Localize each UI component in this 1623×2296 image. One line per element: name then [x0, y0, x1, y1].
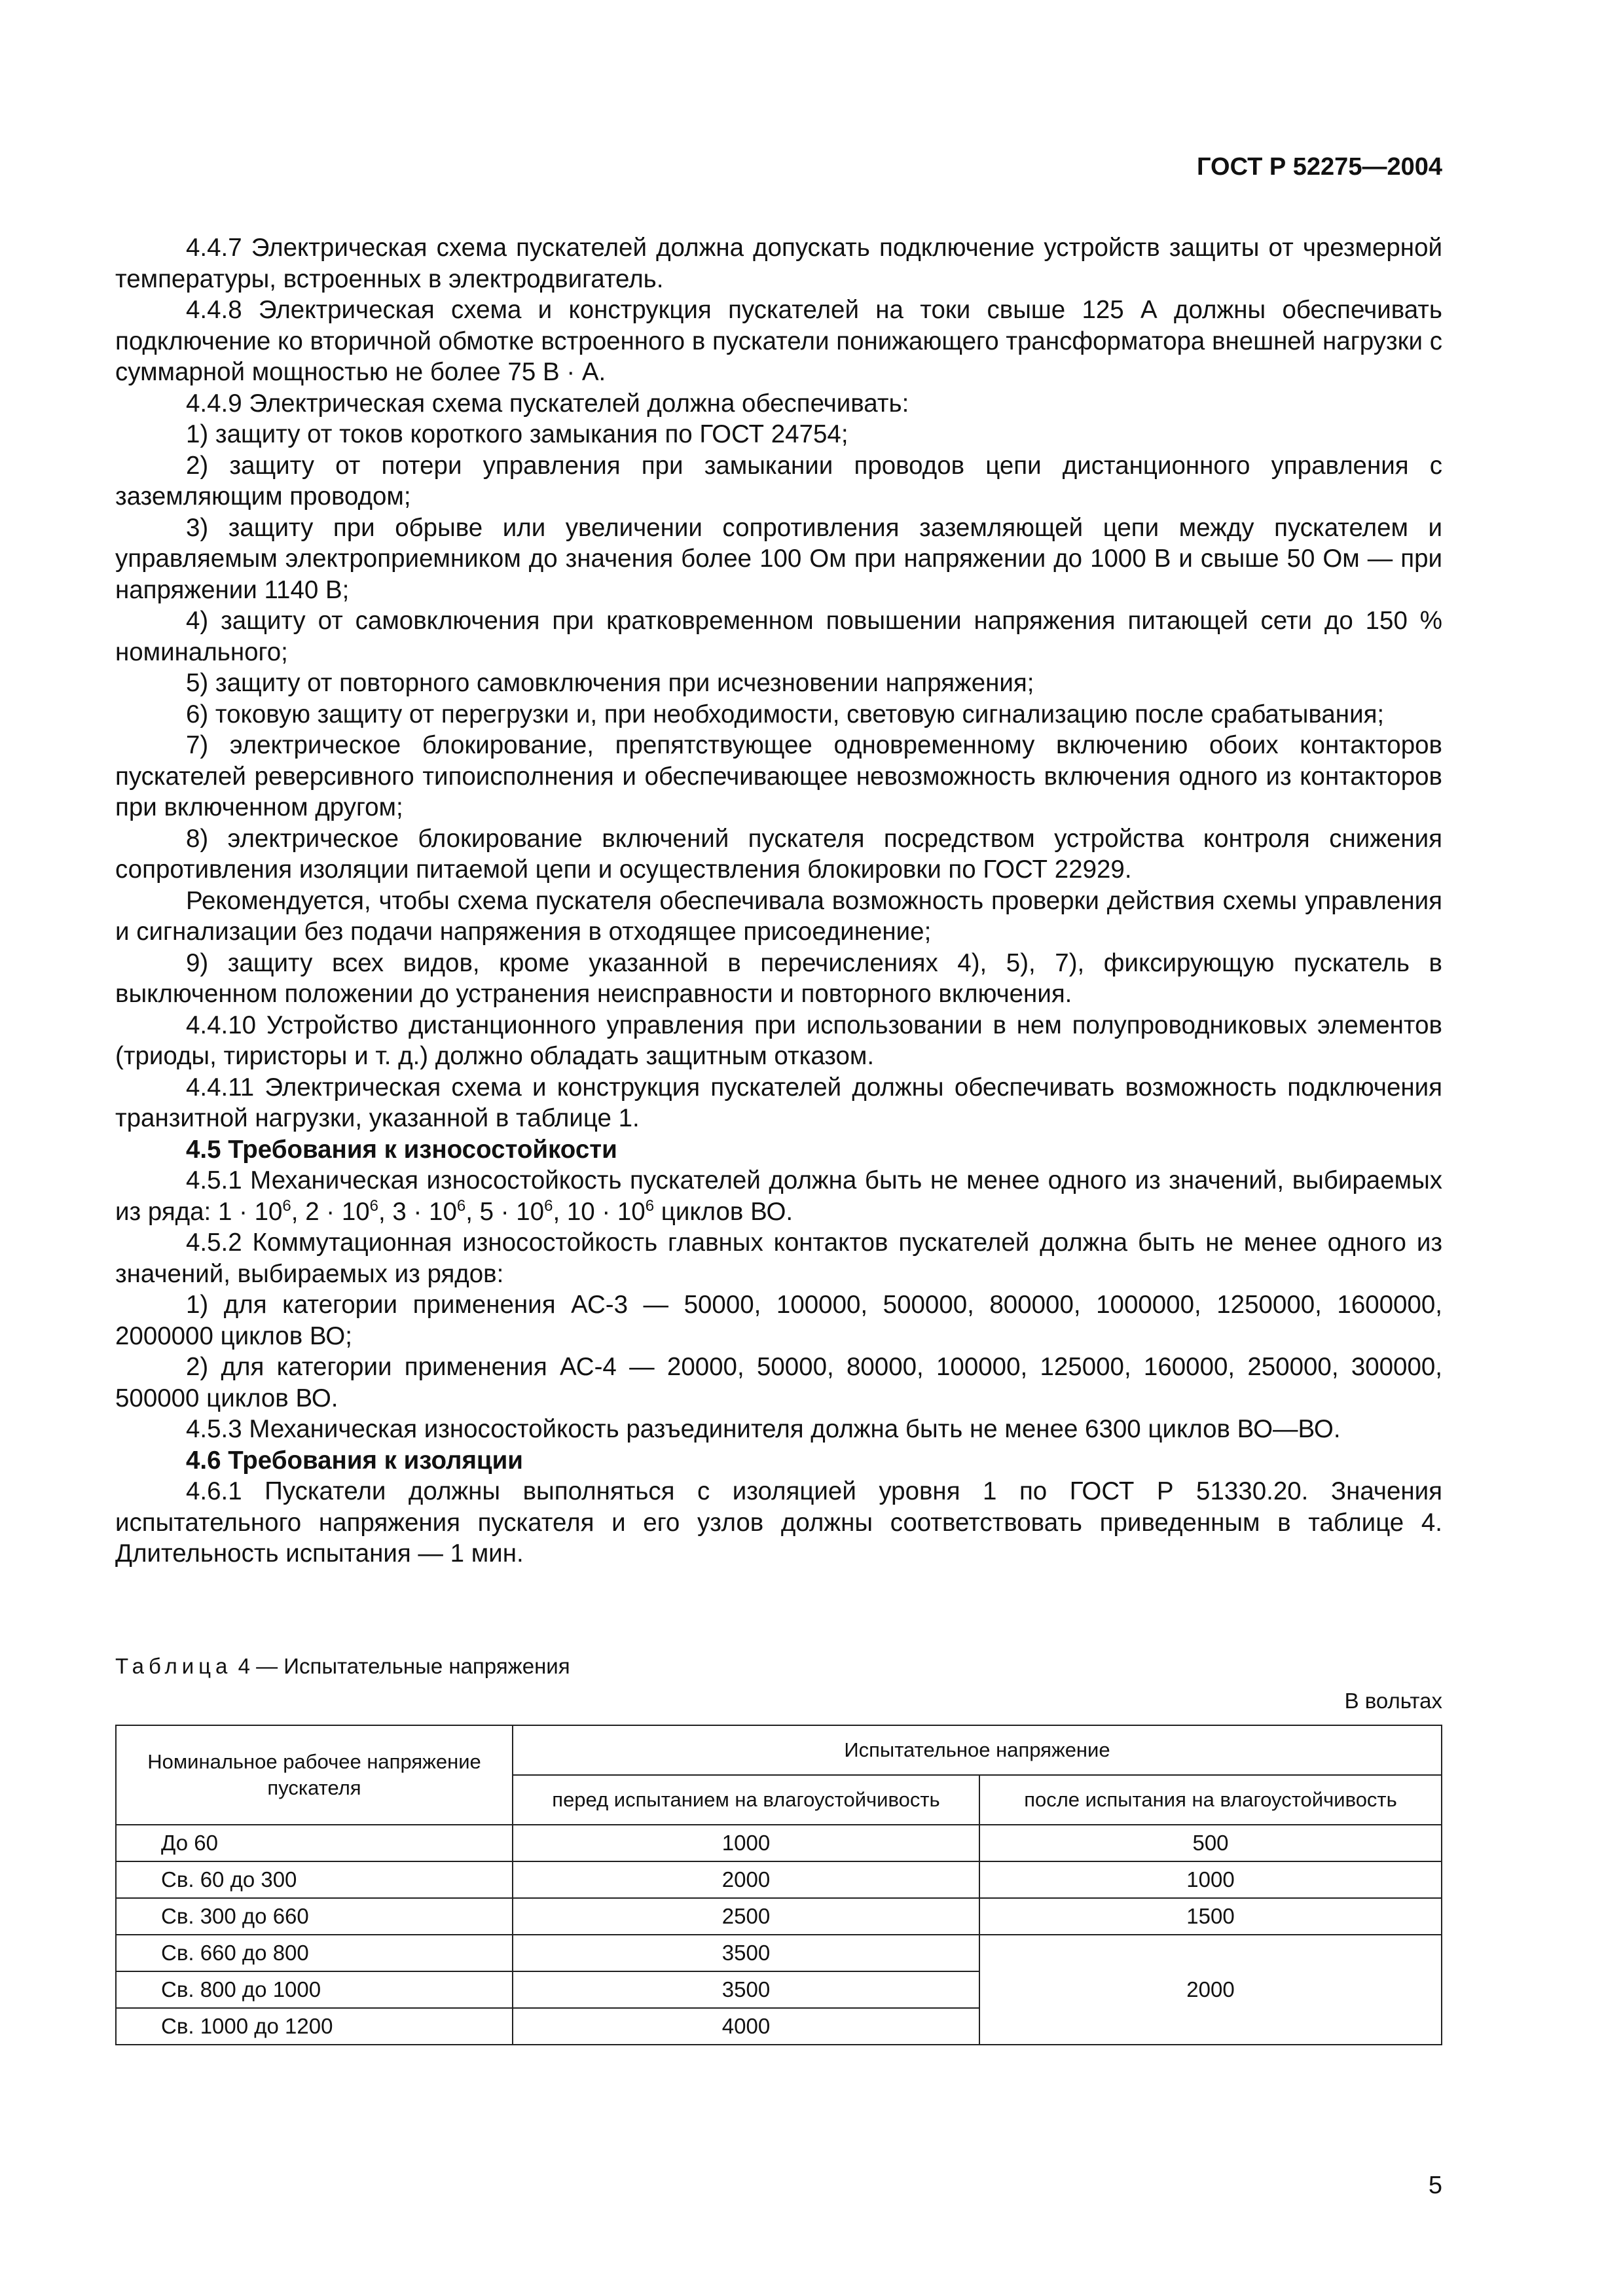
- row-label: Св. 300 до 660: [116, 1898, 513, 1935]
- cell-before: 2500: [513, 1898, 979, 1935]
- row-label: Св. 800 до 1000: [116, 1971, 513, 2008]
- row-label: Св. 60 до 300: [116, 1861, 513, 1898]
- row-label: Св. 1000 до 1200: [116, 2008, 513, 2045]
- cell-before: 2000: [513, 1861, 979, 1898]
- table-row: [116, 1861, 1442, 1898]
- section-heading-4-6: 4.6 Требования к изоляции: [186, 1446, 523, 1475]
- list-item-9: 9) защиту всех видов, кроме указанной в перечислениях 4), 5), 7), фиксирующую пускатель в выключенном положении до устранения неисправности и повторного включения.: [115, 948, 1442, 1008]
- table-caption-title: 4 — Испытательные напряжения: [238, 1654, 570, 1678]
- cell-after: 500: [979, 1825, 1442, 1861]
- list-item-4: 4) защиту от самовключения при кратковременном повышении напряжения питающей сети до 150 % номинального;: [115, 607, 1442, 666]
- paragraph-4-4-7: 4.4.7 Электрическая схема пускателей должна допускать подключение устройств защиты от чрезмерной температуры, встроенных в электродвигатель.: [115, 234, 1442, 293]
- cell-before: 4000: [513, 2008, 979, 2045]
- paragraph-4-5-2: 4.5.2 Коммутационная износостойкость главных контактов пускателей должна быть не менее одного из значений, выбираемых из рядов:: [115, 1229, 1442, 1288]
- row-label: До 60: [116, 1825, 513, 1861]
- list-item-1: 1) защиту от токов короткого замыкания по ГОСТ 24754;: [186, 420, 848, 448]
- cell-before: 1000: [513, 1825, 979, 1861]
- table-units: В вольтах: [1344, 1689, 1442, 1713]
- section-heading-4-5: 4.5 Требования к износостойкости: [186, 1135, 617, 1164]
- list-item-7: 7) электрическое блокирование, препятствующее одновременному включению обоих контакторов пускателей реверсивного типоисполнения и обеспечивающее невозможность включения одного из контакторов при включенном другом;: [115, 731, 1442, 821]
- list-item-5: 5) защиту от повторного самовключения при исчезновении напряжения;: [186, 669, 1034, 697]
- row-label: Св. 660 до 800: [116, 1935, 513, 1971]
- cell-after-merged: 2000: [979, 1935, 1442, 2045]
- test-voltage-table: [115, 1725, 1442, 2045]
- paragraph-4-4-11: 4.4.11 Электрическая схема и конструкция пускателей должны обеспечивать возможность подключения транзитной нагрузки, указанной в таблице 1.: [115, 1073, 1442, 1132]
- paragraph-4-4-10: 4.4.10 Устройство дистанционного управления при использовании в нем полупроводниковых элементов (триоды, тиристоры и т. д.) должно обладать защитным отказом.: [115, 1011, 1442, 1070]
- document-header: ГОСТ Р 52275—2004: [1197, 153, 1442, 181]
- table-row: [116, 1898, 1442, 1935]
- paragraph-4-5-1-text: 4.5.1 Механическая износостойкость пускателей должна быть не менее одного из значений, выбираемых из ряда:: [115, 1166, 1442, 1226]
- recommendation-paragraph: Рекомендуется, чтобы схема пускателя обеспечивала возможность проверки действия схемы управления и сигнализации без подачи напряжения в отходящее присоединение;: [115, 886, 1442, 946]
- column-header-before: перед испытанием на влагоустойчивость: [513, 1775, 979, 1825]
- paragraph-4-4-8: 4.4.8 Электрическая схема и конструкция пускателей на токи свыше 125 А должны обеспечивать подключение ко вторичной обмотке встроенного в пускатели понижающего трансформатора внешней нагрузки с суммарной мощностью не более 75 В · А.: [115, 296, 1442, 386]
- table-row: [116, 1935, 1442, 1971]
- list-item-8: 8) электрическое блокирование включений пускателя посредством устройства контроля снижения сопротивления изоляции питаемой цепи и осуществления блокировки по ГОСТ 22929.: [115, 824, 1442, 884]
- cell-after: 1000: [979, 1861, 1442, 1898]
- page-number: 5: [1428, 2172, 1442, 2199]
- column-header-nominal-voltage: Номинальное рабочее напряжение пускателя: [116, 1725, 513, 1825]
- list-item-2: 2) защиту от потери управления при замыкании проводов цепи дистанционного управления с заземляющим проводом;: [115, 451, 1442, 511]
- column-group-header-test-voltage: Испытательное напряжение: [513, 1725, 1442, 1775]
- paragraph-4-5-1: 4.5.1 Механическая износостойкость пускателей должна быть не менее одного из значений, выбираемых из ряда: $1 \cdot 10^6$, $2 \cdot 10^6$, $3 \cdot 10^6$, $5 \cdot 10^6$, $10 \cdot 10^6$ циклов ВО.: [115, 1166, 1442, 1226]
- table-row: [116, 1825, 1442, 1861]
- paragraph-4-4-9: 4.4.9 Электрическая схема пускателей должна обеспечивать:: [186, 389, 909, 418]
- list-item-ac3: 1) для категории применения АС-3 — 50000, 100000, 500000, 800000, 1000000, 1250000, 1600000, 2000000 циклов ВО;: [115, 1291, 1442, 1350]
- table-caption: [115, 1654, 570, 1679]
- paragraph-4-6-1: 4.6.1 Пускатели должны выполняться с изоляцией уровня 1 по ГОСТ Р 51330.20. Значения испытательного напряжения пускателя и его узлов должны соответствовать приведенным в таблице 4. Длительность испытания — 1 мин.: [115, 1477, 1442, 1568]
- paragraph-4-5-3: 4.5.3 Механическая износостойкость разъединителя должна быть не менее 6300 циклов ВО—ВО.: [186, 1415, 1341, 1443]
- column-header-after: после испытания на влагоустойчивость: [979, 1775, 1442, 1825]
- body-text: [115, 232, 1442, 1570]
- list-item-3: 3) защиту при обрыве или увеличении сопротивления заземляющей цепи между пускателем и управляемым электроприемником до значения более 100 Ом при напряжении до 1000 В и свыше 50 Ом — при напряжении 1140 В;: [115, 513, 1442, 604]
- table-caption-label: Таблица: [115, 1654, 232, 1678]
- cell-before: 3500: [513, 1935, 979, 1971]
- cell-before: 3500: [513, 1971, 979, 2008]
- cell-after: 1500: [979, 1898, 1442, 1935]
- list-item-ac4: 2) для категории применения АС-4 — 20000, 50000, 80000, 100000, 125000, 160000, 250000, 300000, 500000 циклов ВО.: [115, 1353, 1442, 1412]
- list-item-6: 6) токовую защиту от перегрузки и, при необходимости, световую сигнализацию после срабатывания;: [186, 700, 1385, 728]
